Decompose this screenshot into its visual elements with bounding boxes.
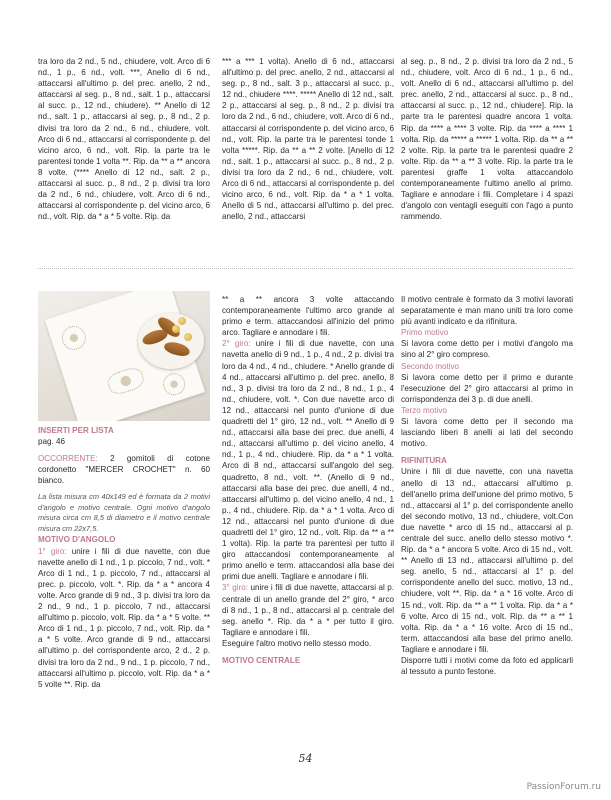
body-paragraph: Disporre tutti i motivi come da foto ed applicarli al tessuto a punto festone. bbox=[401, 656, 573, 677]
subsection-heading: Primo motivo bbox=[401, 328, 449, 338]
body-paragraph: Il motivo centrale è formato da 3 motivi lavorati separatamente e man mano uniti tra loro come più avanti indicato e da rifinitura. bbox=[401, 295, 573, 327]
round-label: 1° giro: bbox=[38, 546, 67, 556]
text-column-top-3 bbox=[401, 56, 573, 222]
subsection-heading: Terzo motivo bbox=[401, 405, 447, 415]
materials-text: 2 gomitoli di cotone cordonetto "MERCER CROCHET" n. 60 bianco. bbox=[38, 454, 210, 486]
body-paragraph: Si lavora come detto per il secondo ma lasciando liberi 8 anelli ai lati del secondo motivo. bbox=[401, 417, 573, 449]
section-heading: RIFINITURA bbox=[401, 456, 447, 466]
text-column-bottom-3 bbox=[401, 294, 573, 677]
round-label: 2° giro: bbox=[222, 339, 251, 349]
body-paragraph: Si lavora come detto per i motivi d'angolo ma sino al 2° giro compreso. bbox=[401, 339, 573, 360]
body-paragraph: *** a *** 1 volta). Anello di 6 nd., attaccarsi all'ultimo p. del prec. anello, 2 nd., attaccarsi al seg. p., 8 nd., salt. 3 p., attaccarsi al succ. p., 12 nd., chiudere ****. ***** Anello di 12 nd., salt. 2 p., attaccarsi al seg. p., 8 nd., 2 p. divisi tra loro da 2 nd., 6 nd., chiudere, volt. Arco di 6 nd., attaccarsi al corrispondente p. del vicino arco, 6 nd., volt. Rip. la parte tra le parentesi tonde 1 volta *****. Rip. da ** a ** 2 volte. [Anello di 12 nd., salt. 1 p., attaccarsi al succ. p., 8 nd., 2 p. divisi tra loro da 2 nd., 6 nd., chiudere, volt. Arco di 6 nd., attaccarsi al corrispondente p. del vicino arco, 6 nd., volt. Rip. da * a * 1 volta. Anello di 5 nd., attaccarsi all'ultimo p. del prec. anello, 2 nd., attaccarsi bbox=[222, 57, 394, 222]
materials-paragraph bbox=[38, 453, 210, 486]
body-paragraph: al seg. p., 8 nd., 2 p. divisi tra loro da 2 nd., 5 nd., chiudere, volt. Arco di 6 nd., 1 p., 6 nd., volt. Anello di 6 nd., attaccarsi all'ultimo p. del prec. anello, 2 nd., attaccarsi al succ. p., 8 nd., attaccarsi al succ. p., 12 nd., chiudere]. Rip. la parte tra le parentesi quadre ancora 1 volta. Rip. da **** a **** 3 volte. Rip. da **** a **** 1 volta. Rip. da ***** a ***** 1 volta. Rip. da ** a ** 2 volte. Rip. la parte tra le parentesi quadre 2 volte. Rip. da ** a ** 3 volte. Rip. la parte tra le parentesi graffe 1 volta attaccandolo contemporaneamente l'ultimo anello al primo. Tagliare e annodare i fili. Completare i 4 spazi d'angolo con ventagli eseguiti con l'ago a punto rammendo. bbox=[401, 57, 573, 222]
subsection-heading: MOTIVO CENTRALE bbox=[222, 656, 301, 665]
round-instructions bbox=[222, 582, 394, 637]
page-number: 54 bbox=[298, 752, 313, 765]
section-divider bbox=[38, 268, 573, 269]
round-instructions bbox=[38, 546, 210, 690]
page-reference: pag. 46 bbox=[38, 437, 66, 447]
watermark: PassionForum.ru bbox=[526, 782, 601, 792]
size-note: La lista misura cm 40x149 ed è formata da 2 motivi d'angolo e motivo centrale. Ogni motivo d'angolo misura circa cm 8,5 di diametro e il motivo centrale misura cm 22x7,5. bbox=[38, 492, 210, 533]
lace-photo bbox=[38, 291, 210, 421]
body-paragraph: Si lavora come detto per il primo e durante l'esecuzione del 2° giro attaccarsi al primo in corrispondenza dei 3 p. di due anelli. bbox=[401, 372, 573, 404]
text-column-top-1 bbox=[38, 56, 210, 222]
text-column-bottom-2 bbox=[222, 294, 394, 666]
round-instructions bbox=[222, 338, 394, 582]
body-paragraph: Unire i fili di due navette, con una navetta anello di 13 nd., attaccarsi all'ultimo p. dell'anello prima dell'unione del primo motivo, 5 nd., attaccarsi al 1° p. del corrispondente anello del secondo motivo, 13 nd., chiudere, volt.Con due navette * arco di 15 nd., attaccarsi al p. centrale del succ. anello dello stesso motivo *. Rip. da * a * ancora 5 volte. Arco di 15 nd., volt. ** Anello di 13 nd., attaccarsi all'ultimo p. del seg. anello, 5 nd., attaccarsi al 1° p. del corrispondente anello del succ. motivo, 13 nd., chiudere, volt **. Rip. da * a * 16 volte. Arco di 15 nd., volt. Rip. da ** a ** 1 volta. Rip. da * a * 6 volte. Arco di 15 nd., volt. Rip. da ** a ** 1 volta. Rip. da * a * 16 volte. Arco di 15 nd., term. attaccandosi alla base del primo anello. Tagliare e annodare i fili. bbox=[401, 467, 573, 654]
subsection-heading: MOTIVO D'ANGOLO bbox=[38, 535, 116, 545]
body-paragraph: tra loro da 2 nd., 5 nd., chiudere, volt. Arco di 6 nd., 1 p., 6 nd., volt. ***, Anello di 6 nd., attaccarsi all'ultimo p. del prec. anello, 2 nd., attaccarsi al seg. p., 8 nd., salt. 1 p., attaccarsi al succ. p., 12 nd., chiudere). ** Anello di 12 nd., salt. 1 p., attaccarsi al seg. p., 8 nd., 2 p. divisi tra loro da 2 nd., 6 nd., chiudere, volt. Arco di 6 nd., attaccarsi al corrispondente p. del vicino arco, 6 nd., volt. Rip. la parte tra le parentesi tonde 1 volta **. Rip. da ** a ** ancora 8 volte. (**** Anello di 12 nd., salt. 2 p., attaccarsi al succ. p., 8 nd., 2 p. divisi tra loro da 2 nd., 6 nd., chiudere, volt. Arco di 6 nd., attaccarsi al corrispondente p. del vicino arco, 6 nd., volt. Rip. da * a * 5 volte. Rip. da bbox=[38, 57, 210, 222]
text-column-top-2 bbox=[222, 56, 394, 222]
text-column-bottom-1 bbox=[38, 425, 210, 690]
body-paragraph: Eseguire l'altro motivo nello stesso modo. bbox=[222, 638, 372, 648]
subsection-heading: Secondo motivo bbox=[401, 361, 460, 371]
round-text: unire i fili di due navette, con due navette anello di 1 nd., 1 p. piccolo, 7 nd., volt. * Arco di 1 nd., 1 p. piccolo, 7 nd., attaccarsi al prec. p. piccolo, volt. *. Rip. da * a * ancora 4 volte. Arco grande di 9 nd., 3 p. divisi tra loro da 2 nd., 9 nd., 1 p. piccolo, 7 nd., attaccarsi all'ultimo p. piccolo, volt. Rip. da * a * 5 volte. ** Arco di 1 nd., 1 p. piccolo, 7 nd., volt. Rip. da * a * 5 volte. Arco grande di 9 nd., attaccarsi all'ultimo p. del corrispondente arco, 2 d., 2 p. divisi tra loro da 2 nd., 9 nd., 1 p. piccolo, 7 nd., attaccarsi all'ultimo p. piccolo, volt. Rip. da * a * 5 volte **. Rip. da bbox=[38, 546, 211, 689]
materials-label: OCCORRENTE: bbox=[38, 454, 98, 464]
round-text: unire i fili di due navette, con una navetta anello di 9 nd., 1 p., 4 nd., 2 p. divisi tra loro da 4 nd., 4 nd., chiudere. * Anello grande di 4 nd., attaccarsi all'ultimo p. del prec. anello, 8 nd., 3 p. divisi tra loro da 2 nd., 8 nd., 1 p., 4 nd., chiudere, volt. *. Con due navette arco di 12 nd., attaccarsi nel punto d'unione di due quadretti del 1° giro, 12 nd., volt. ** Anello di 9 nd., attaccarsi alla base dei prec. due anelli, 4 nd., attaccarsi all'ultimo p. del vicino anello, 4 nd., 1 p., 4 nd., chiudere. Rip. da * a * 1 volta. Arco di 8 nd., attaccarsi sull'angolo del seg. quadretto, 8 nd., volt. **. (Anello di 9 nd., attaccarsi alla base dei prec. due anelli, 4 nd., attaccarsi all'ultimo p. del vicino anello, 4 nd., 1 p., 4 nd., chiudere. Rip. da * a * 1 volta. Arco di 12 nd., attaccarsi nel punto d'unione di due quadretti del 1° giro, 12 nd., volt. Rip. da ** a ** 1 volta). Rip. la parte tra parentesi per tutto il giro attaccandosi contemporaneamente al primo anello e term. attaccandosi alla base dei primi due anelli. Tagliare e annodare i fili. bbox=[222, 339, 395, 582]
body-paragraph: ** a ** ancora 3 volte attaccando contemporaneamente l'ultimo arco grande al primo e term. attaccandosi all'inizio del primo arco. Tagliare e annodare i fili. bbox=[222, 295, 394, 338]
round-text: unire i fili di due navette, attaccarsi al p. centrale di un anello grande del 2° giro, * arco di 8 nd., 1 p., 8 nd., attaccarsi al p. centrale del seg. anello *. Rip. da * a * per tutto il giro. Tagliare e annodare i fili. bbox=[222, 583, 395, 637]
section-heading: INSERTI PER LISTA bbox=[38, 426, 114, 435]
round-label: 3° giro: bbox=[222, 583, 248, 593]
